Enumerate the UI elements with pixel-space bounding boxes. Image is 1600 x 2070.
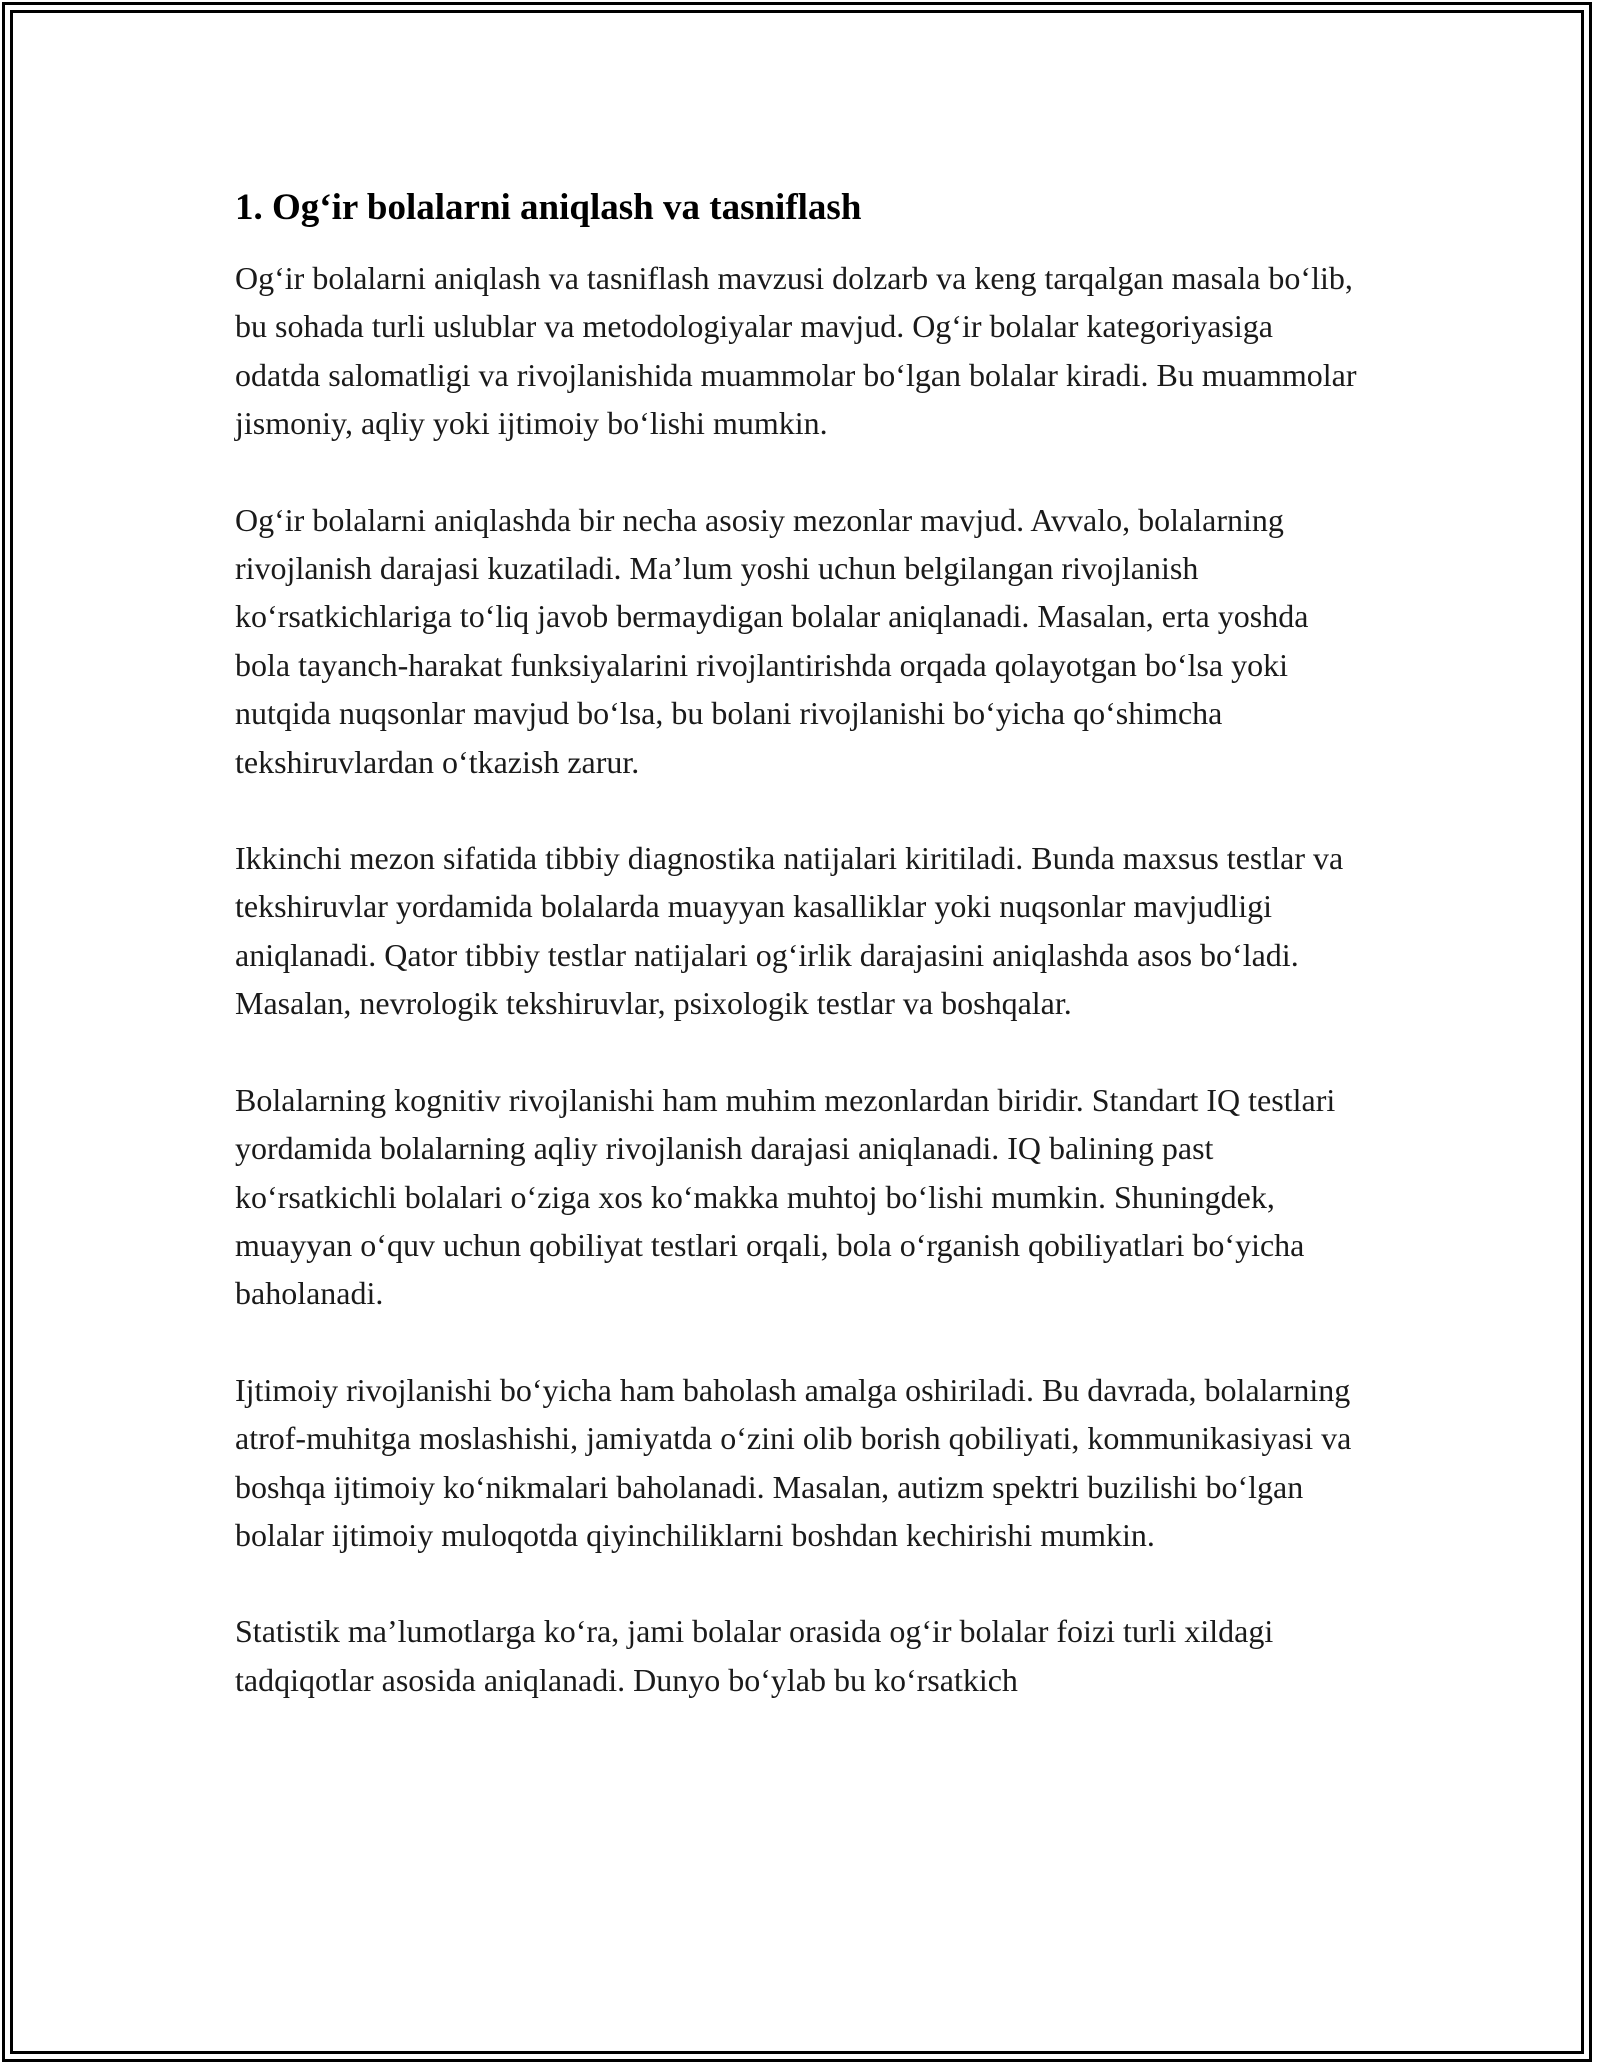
paragraph-social-development: Ijtimoiy rivojlanishi bo‘yicha ham baholash amalga oshiriladi. Bu davrada, bolalarning atrof-muhitga moslashishi, jamiyatda o‘zini olib borish qobiliyati, kommunikasiyasi va boshqa ijtimoiy ko‘nikmalari baholanadi. Masalan, autizm spektri buzilishi bo‘lgan bolalar ijtimoiy muloqotda qiyinchiliklarni boshdan kechirishi mumkin. (235, 1371, 1352, 1553)
paragraph-medical-diagnostics: Ikkinchi mezon sifatida tibbiy diagnostika natijalari kiritiladi. Bunda maxsus testlar va tekshiruvlar yordamida bolalarda muayyan kasalliklar yoki nuqsonlar mavjudligi aniqlanadi. Qator tibbiy testlar natijalari og‘irlik darajasini aniqlashda asos bo‘ladi. Masalan, nevrologik tekshiruvlar, psixologik testlar va boshqalar. (235, 840, 1344, 1022)
paragraph-definition: Og‘ir bolalarni aniqlash va tasniflash mavzusi dolzarb va keng tarqalgan masala bo‘lib, bu sohada turli uslublar va metodologiyalar mavjud. Og‘ir bolalar kategoriyasiga odatda salomatligi va rivojlanishida muammolar bo‘lgan bolalar kiradi. Bu muammolar jismoniy, aqliy yoki ijtimoiy bo‘lishi mumkin. (235, 260, 1357, 442)
paragraph-development-criteria: Og‘ir bolalarni aniqlashda bir necha asosiy mezonlar mavjud. Avvalo, bolalarning rivojlanish darajasi kuzatiladi. Ma’lum yoshi uchun belgilangan rivojlanish ko‘rsatkichlariga to‘liq javob bermaydigan bolalar aniqlanadi. Masalan, erta yoshda bola tayanch-harakat funksiyalarini rivojlantirishda orqada qolayotgan bo‘lsa yoki nutqida nuqsonlar mavjud bo‘lsa, bu bolani rivojlanishi bo‘yicha qo‘shimcha tekshiruvlardan o‘tkazish zarur. (235, 501, 1309, 780)
section-heading: 1. Og‘ir bolalarni aniqlash va tasniflash (235, 187, 862, 228)
document-body (235, 184, 1365, 1752)
paragraph-statistics: Statistik ma’lumotlarga ko‘ra, jami bolalar orasida og‘ir bolalar foizi turli xildagi tadqiqotlar asosida aniqlanadi. Dunyo bo‘ylab bu ko‘rsatkich (235, 1613, 1274, 1698)
paragraph-cognitive-development: Bolalarning kognitiv rivojlanishi ham muhim mezonlardan biridir. Standart IQ testlari yordamida bolalarning aqliy rivojlanish darajasi aniqlanadi. IQ balining past ko‘rsatkichli bolalari o‘ziga xos ko‘makka muhtoj bo‘lishi mumkin. Shuningdek, muayyan o‘quv uchun qobiliyat testlari orqali, bola o‘rganish qobiliyatlari bo‘yicha baholanadi. (235, 1081, 1336, 1312)
